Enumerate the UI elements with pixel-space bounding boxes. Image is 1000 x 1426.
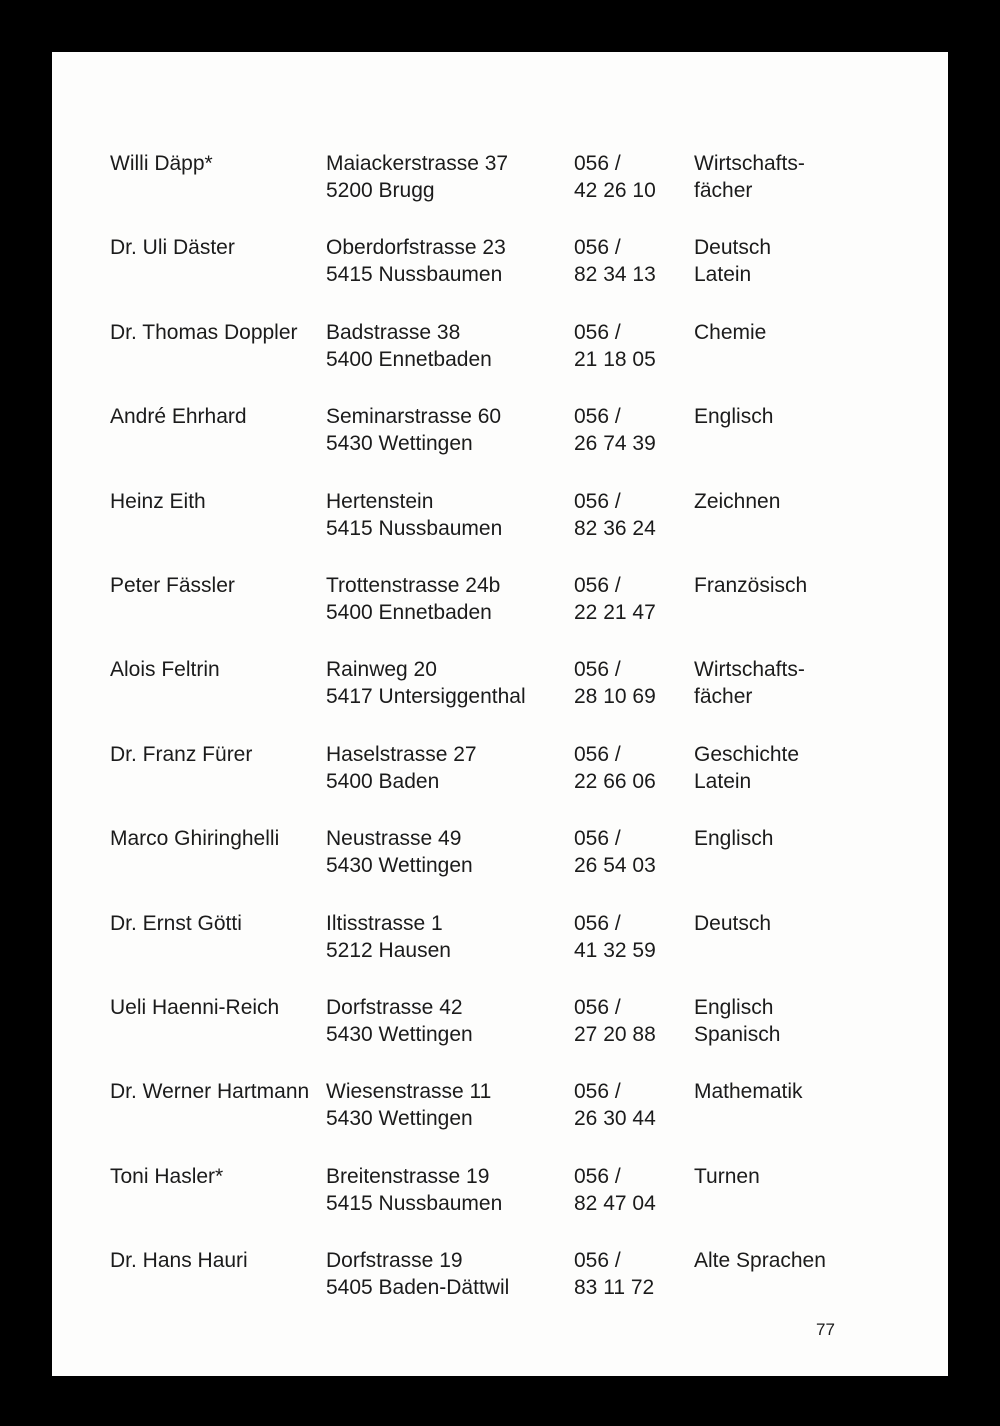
teacher-name: Willi Däpp* — [110, 152, 213, 175]
postal-city: 5400 Ennetbaden — [326, 347, 492, 371]
subject — [694, 937, 771, 964]
subject: Zeichnen — [694, 489, 781, 513]
subject: Deutsch — [694, 911, 772, 935]
teacher-name: Dr. Thomas Doppler — [110, 320, 298, 344]
street-address: Seminarstrasse 60 — [326, 405, 502, 429]
street-address: Badstrasse 38 — [326, 320, 461, 344]
subject: fächer — [694, 179, 753, 202]
subject — [694, 852, 773, 879]
area-code: 056 / — [574, 320, 621, 344]
area-code: 056 / — [574, 827, 621, 851]
postal-city: 5212 Hausen — [326, 938, 451, 962]
subject: Mathematik — [694, 1080, 803, 1104]
subject — [694, 515, 780, 542]
street-address: Dorfstrasse 42 — [326, 995, 463, 1019]
area-code: 056 / — [574, 1164, 621, 1188]
phone-number: 28 10 69 — [574, 685, 656, 709]
subject: Alte Sprachen — [694, 1249, 826, 1273]
teacher-name: Dr. Ernst Götti — [110, 911, 242, 935]
directory-entry — [110, 572, 910, 656]
directory-entry — [110, 403, 910, 487]
subject: Englisch — [694, 995, 774, 1019]
teacher-name: Dr. Hans Hauri — [110, 1249, 248, 1273]
street-address: Maiackerstrasse 37 — [326, 152, 509, 175]
subject: Englisch — [694, 405, 774, 429]
teacher-name: Dr. Werner Hartmann — [110, 1080, 310, 1104]
directory-entry — [110, 741, 910, 825]
subject — [694, 1274, 826, 1301]
subject: Latein — [694, 769, 752, 793]
street-address: Dorfstrasse 19 — [326, 1249, 463, 1273]
phone-number: 26 30 44 — [574, 1107, 656, 1131]
postal-city: 5405 Baden-Dättwil — [326, 1276, 510, 1300]
teacher-name: Heinz Eith — [110, 489, 206, 513]
phone-number: 41 32 59 — [574, 938, 656, 962]
phone-number: 82 36 24 — [574, 516, 656, 540]
area-code: 056 / — [574, 152, 621, 175]
subject: Französisch — [694, 573, 808, 597]
street-address: Neustrasse 49 — [326, 827, 462, 851]
directory-entry — [110, 656, 910, 740]
subject — [694, 1105, 803, 1132]
directory-entry — [110, 488, 910, 572]
subject: Turnen — [694, 1164, 760, 1188]
phone-number: 42 26 10 — [574, 179, 656, 202]
document-page — [52, 52, 948, 1376]
teacher-directory — [110, 150, 910, 1331]
street-address: Iltisstrasse 1 — [326, 911, 443, 935]
subject — [694, 346, 766, 373]
subject — [694, 599, 807, 626]
subject: Englisch — [694, 827, 774, 851]
teacher-name: Dr. Uli Däster — [110, 236, 235, 260]
teacher-name: Dr. Franz Fürer — [110, 742, 253, 766]
teacher-name: Peter Fässler — [110, 573, 235, 597]
phone-number: 21 18 05 — [574, 347, 656, 371]
postal-city: 5417 Untersiggenthal — [326, 685, 526, 709]
postal-city: 5430 Wettingen — [326, 1022, 473, 1046]
postal-city: 5415 Nussbaumen — [326, 1191, 503, 1215]
street-address: Breitenstrasse 19 — [326, 1164, 490, 1188]
phone-number: 82 34 13 — [574, 263, 656, 287]
subject: Wirtschafts- — [694, 658, 805, 682]
area-code: 056 / — [574, 573, 621, 597]
area-code: 056 / — [574, 995, 621, 1019]
directory-entry — [110, 825, 910, 909]
directory-entry — [110, 234, 910, 318]
street-address: Rainweg 20 — [326, 658, 437, 682]
street-address: Wiesenstrasse 11 — [326, 1080, 492, 1104]
area-code: 056 / — [574, 1080, 621, 1104]
subject: fächer — [694, 685, 753, 709]
phone-number: 26 54 03 — [574, 854, 656, 878]
postal-city: 5415 Nussbaumen — [326, 516, 503, 540]
phone-number: 83 11 72 — [574, 1276, 655, 1300]
subject: Deutsch — [694, 236, 772, 260]
postal-city: 5200 Brugg — [326, 179, 435, 202]
page-number: 77 — [816, 1320, 835, 1339]
subject: Geschichte — [694, 742, 800, 766]
phone-number: 22 21 47 — [574, 600, 656, 624]
directory-entry — [110, 1247, 910, 1331]
subject: Chemie — [694, 320, 767, 344]
directory-entry — [110, 150, 910, 234]
subject — [694, 1190, 760, 1217]
teacher-name: Marco Ghiringhelli — [110, 827, 280, 851]
area-code: 056 / — [574, 911, 621, 935]
directory-entry — [110, 1163, 910, 1247]
subject: Latein — [694, 263, 752, 287]
postal-city: 5400 Baden — [326, 769, 440, 793]
area-code: 056 / — [574, 405, 621, 429]
phone-number: 22 66 06 — [574, 769, 656, 793]
directory-entry — [110, 1078, 910, 1162]
subject: Spanisch — [694, 1022, 781, 1046]
subject — [694, 430, 773, 457]
directory-entry — [110, 319, 910, 403]
postal-city: 5415 Nussbaumen — [326, 263, 503, 287]
street-address: Hertenstein — [326, 489, 434, 513]
area-code: 056 / — [574, 1249, 621, 1273]
postal-city: 5430 Wettingen — [326, 854, 473, 878]
area-code: 056 / — [574, 742, 621, 766]
street-address: Oberdorfstrasse 23 — [326, 236, 506, 260]
area-code: 056 / — [574, 658, 621, 682]
subject: Wirtschafts- — [694, 152, 805, 175]
teacher-name: Toni Hasler* — [110, 1164, 224, 1188]
teacher-name: André Ehrhard — [110, 405, 247, 429]
postal-city: 5430 Wettingen — [326, 1107, 473, 1131]
phone-number: 82 47 04 — [574, 1191, 656, 1215]
teacher-name: Ueli Haenni-Reich — [110, 995, 280, 1019]
postal-city: 5400 Ennetbaden — [326, 600, 492, 624]
phone-number: 27 20 88 — [574, 1022, 656, 1046]
phone-number: 26 74 39 — [574, 432, 656, 456]
area-code: 056 / — [574, 489, 621, 513]
directory-entry — [110, 994, 910, 1078]
street-address: Trottenstrasse 24b — [326, 573, 501, 597]
teacher-name: Alois Feltrin — [110, 658, 220, 682]
postal-city: 5430 Wettingen — [326, 432, 473, 456]
area-code: 056 / — [574, 236, 621, 260]
directory-entry — [110, 910, 910, 994]
street-address: Haselstrasse 27 — [326, 742, 477, 766]
